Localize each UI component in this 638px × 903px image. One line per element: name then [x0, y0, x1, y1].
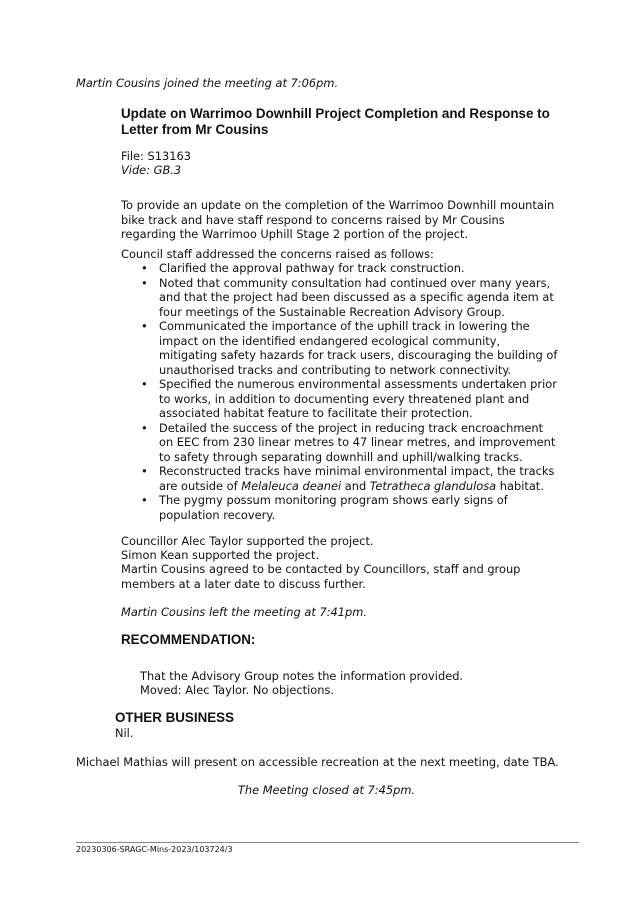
next-meeting-note: Michael Mathias will present on accessible recreation at the next meeting, date TBA. — [76, 755, 559, 769]
cousins-contact: Martin Cousins agreed to be contacted by Councillors, staff and group members at a later date to discuss further. — [121, 562, 521, 591]
purpose-paragraph: To provide an update on the completion of the Warrimoo Downhill mountain bike track and have staff respond to concerns raised by Mr Cousins regarding the Warrimoo Uphill Stage 2 portion of the project. — [121, 198, 555, 241]
list-item: • Clarified the approval pathway for track construction. — [121, 261, 558, 276]
recommendation-text: That the Advisory Group notes the information provided. — [140, 669, 464, 683]
support-kean: Simon Kean supported the project. — [121, 548, 320, 562]
list-item: • Detailed the success of the project in reducing track encroachment on EEC from 230 linear metres to 47 linear metres, and improvement to safety through separating downhill and uphill/walking tracks. — [121, 421, 558, 465]
recommendation-moved: Moved: Alec Taylor. No objections. — [140, 683, 335, 697]
recommendation-heading: RECOMMENDATION: — [121, 632, 256, 647]
list-item-species — [121, 464, 558, 493]
list-item: • Communicated the importance of the uphill track in lowering the impact on the identified endangered ecological community, mitigating safety hazards for track users, discouraging the building of unauthorised tracks and contributing to network connectivity. — [121, 319, 558, 377]
joined-note: Martin Cousins joined the meeting at 7:06pm. — [76, 76, 339, 90]
species-text-post: habitat. — [496, 478, 544, 493]
concerns-intro: Council staff addressed the concerns raised as follows: — [121, 247, 434, 261]
list-item: • Noted that community consultation had continued over many years, and that the project had been discussed as a specific agenda item at four meetings of the Sustainable Recreation Advisory Group. — [121, 276, 558, 320]
vide-reference: Vide: GB.3 — [121, 163, 182, 177]
concerns-list — [121, 261, 558, 522]
file-reference: File: S13163 — [121, 149, 191, 163]
meeting-closed-note: The Meeting closed at 7:45pm. — [237, 783, 416, 797]
other-business-heading: OTHER BUSINESS — [115, 710, 235, 725]
left-note: Martin Cousins left the meeting at 7:41pm. — [121, 605, 367, 619]
footer-divider — [76, 842, 579, 843]
species-name-melaleuca: Melaleuca deanei — [241, 478, 342, 493]
species-text-mid: and — [341, 478, 370, 493]
section-title: Update on Warrimoo Downhill Project Completion and Response to Letter from Mr Cousins — [121, 106, 550, 137]
species-name-tetratheca: Tetratheca glandulosa — [369, 478, 497, 493]
list-item: • Specified the numerous environmental assessments undertaken prior to works, in addition to documenting every threatened plant and associated habitat feature to facilitate their protection. — [121, 377, 558, 421]
other-business-text: Nil. — [115, 726, 134, 740]
list-item: • The pygmy possum monitoring program shows early signs of population recovery. — [121, 493, 558, 522]
species-text-pre: Reconstructed tracks have minimal environmental impact, the tracks are outside of — [159, 464, 555, 493]
footer-reference: 20230306-SRAGC-Mins-2023/103724/3 — [76, 845, 233, 854]
support-taylor: Councillor Alec Taylor supported the project. — [121, 534, 374, 548]
